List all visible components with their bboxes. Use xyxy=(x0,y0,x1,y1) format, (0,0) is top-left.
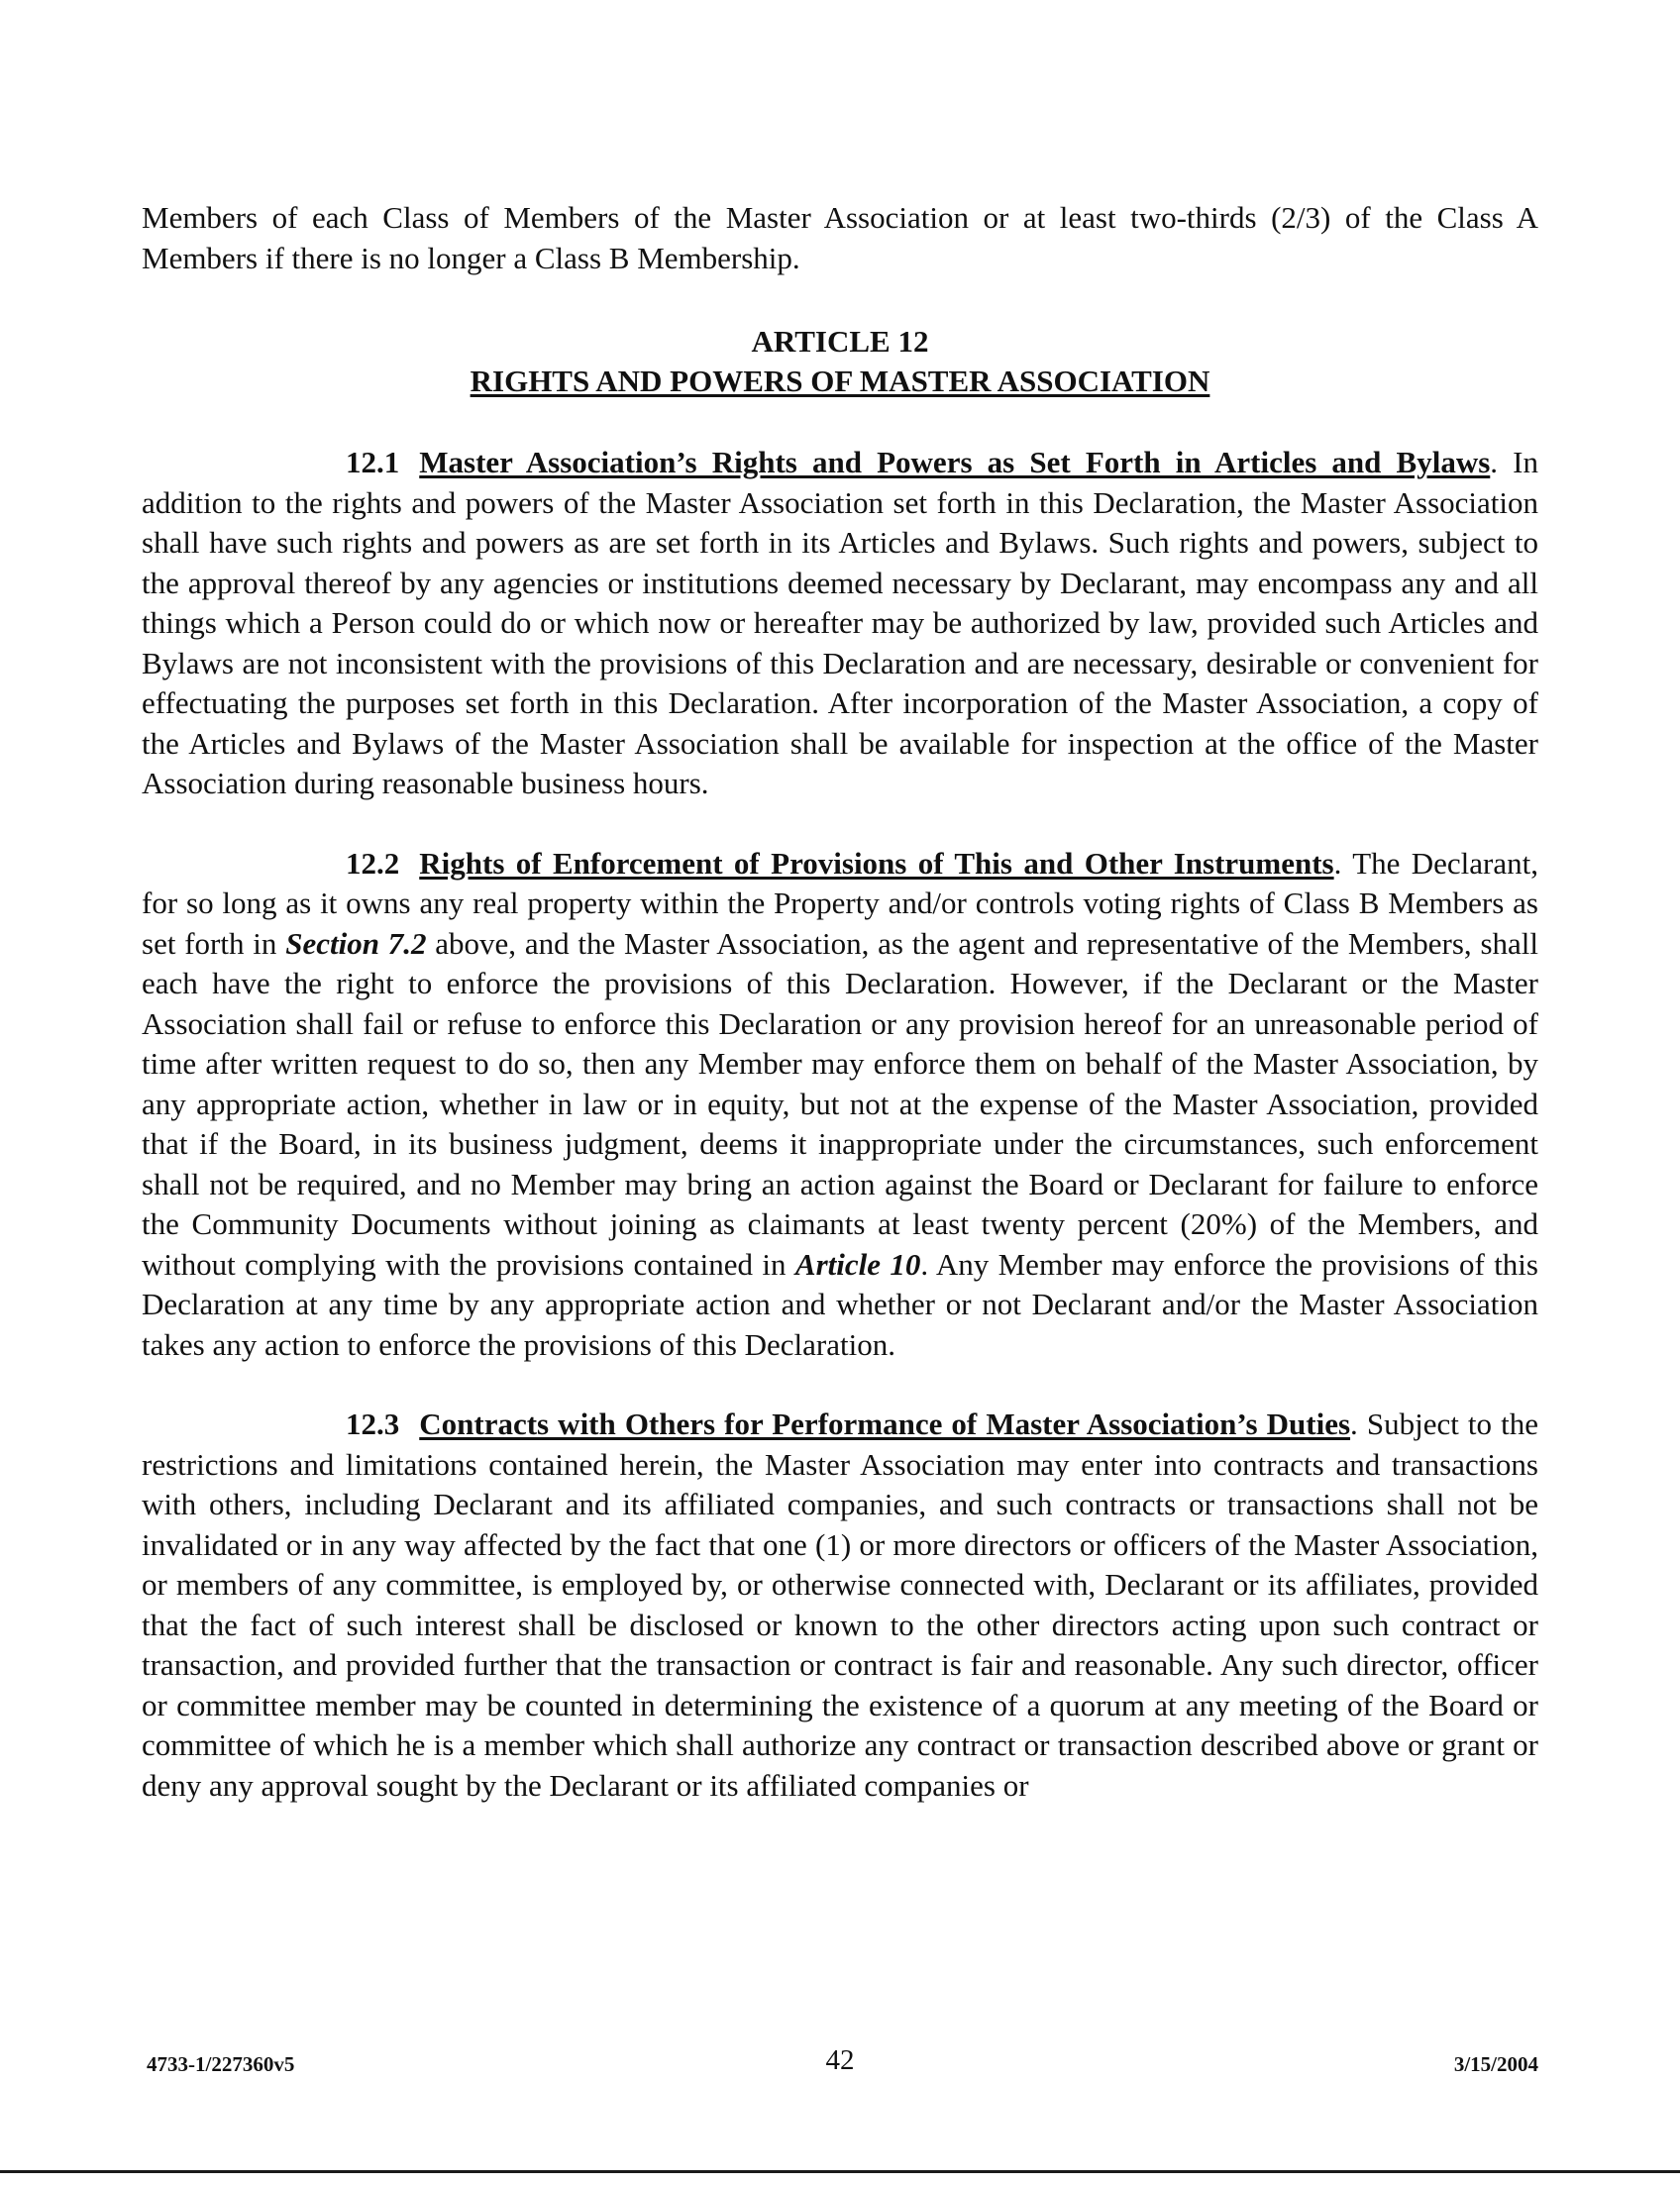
article-title: RIGHTS AND POWERS OF MASTER ASSOCIATION xyxy=(470,364,1210,398)
page-footer xyxy=(0,2044,1680,2092)
section-number: 12.3 xyxy=(346,1406,400,1441)
section-body-part: above, and the Master Association, as the agent and representative of the Members, shall each have the right to enforce the provisions of this Declaration. However, if the Declarant or the Master Association shall fail or refuse to enforce this Declaration or any provision hereof for an unreasonable period of time after written request to do so, then any Member may enforce them on behalf of the Master Association, by any appropriate action, whether in law or in equity, but not at the expense of the Master Association, provided that if the Board, in its business judgment, deems it inappropriate under the circumstances, such enforcement shall not be required, and no Member may bring an action against the Board or Declarant for failure to enforce the Community Documents without joining as claimants at least twenty percent (20%) of the Members, and without complying with the provisions contained in xyxy=(142,925,1539,1282)
section-number: 12.2 xyxy=(346,845,400,881)
section-title: Contracts with Others for Performance of Master Association’s Duties xyxy=(419,1406,1351,1441)
section-12-3 xyxy=(142,1405,1538,1806)
section-title: Rights of Enforcement of Provisions of This and Other Instruments xyxy=(419,845,1334,881)
article-reference: Article 10 xyxy=(794,1246,921,1282)
section-reference: Section 7.2 xyxy=(285,925,427,961)
section-body-part: The Declarant, for so long as it owns any real property within the Property and/or controls voting rights of Class B Members as set forth in xyxy=(142,845,1538,961)
article-heading xyxy=(142,322,1538,401)
section-body-part: . Any Member may enforce the provisions of this Declaration at any time by any appropriate action and whether or not Declarant and/or the Master Association takes any action to enforce the provisions of this Declaration. xyxy=(142,1246,1538,1362)
section-body: In addition to the rights and powers of the Master Association set forth in this Declaration, the Master Association shall have such rights and powers as are set forth in its Articles and Bylaws. Such rights and powers, subject to the approval thereof by any agencies or institutions deemed necessary by Declarant, may encompass any and all things which a Person could do or which now or hereafter may be authorized by law, provided such Articles and Bylaws are not inconsistent with the provisions of this Declaration and are necessary, desirable or convenient for effectuating the purposes set forth in this Declaration. After incorporation of the Master Association, a copy of the Articles and Bylaws of the Master Association shall be available for inspection at the office of the Master Association during reasonable business hours. xyxy=(142,445,1539,800)
section-title-punct: . xyxy=(1333,845,1342,881)
article-number: ARTICLE 12 xyxy=(751,324,929,359)
section-title: Master Association’s Rights and Powers as Set Forth in Articles and Bylaws xyxy=(419,445,1491,479)
section-number: 12.1 xyxy=(346,445,400,479)
document-date: 3/15/2004 xyxy=(1453,2052,1538,2076)
page-number: 42 xyxy=(825,2044,855,2076)
section-12-2 xyxy=(142,844,1538,1366)
section-title-punct: . xyxy=(1490,445,1499,479)
bottom-rule xyxy=(0,2170,1680,2173)
document-page xyxy=(142,198,1538,1845)
section-title-punct: . xyxy=(1350,1406,1358,1441)
intro-paragraph: Members of each Class of Members of the Master Association or at least two-thirds (2/3) of the Class A Members if there is no longer a Class B Membership. xyxy=(142,200,1538,275)
section-12-1 xyxy=(142,443,1538,804)
document-id: 4733-1/227360v5 xyxy=(147,2052,295,2076)
section-body: Subject to the restrictions and limitations contained herein, the Master Association may enter into contracts and transactions with others, including Declarant and its affiliated companies, and such contracts or transactions shall not be invalidated or in any way affected by the fact that one (1) or more directors or officers of the Master Association, or members of any committee, is employed by, or otherwise connected with, Declarant or its affiliates, provided that the fact of such interest shall be disclosed or known to the other directors acting upon such contract or transaction, and provided further that the transaction or contract is fair and reasonable. Any such director, officer or committee member may be counted in determining the existence of a quorum at any meeting of the Board or committee of which he is a member which shall authorize any contract or transaction described above or grant or deny any approval sought by the Declarant or its affiliated companies or xyxy=(142,1406,1538,1803)
